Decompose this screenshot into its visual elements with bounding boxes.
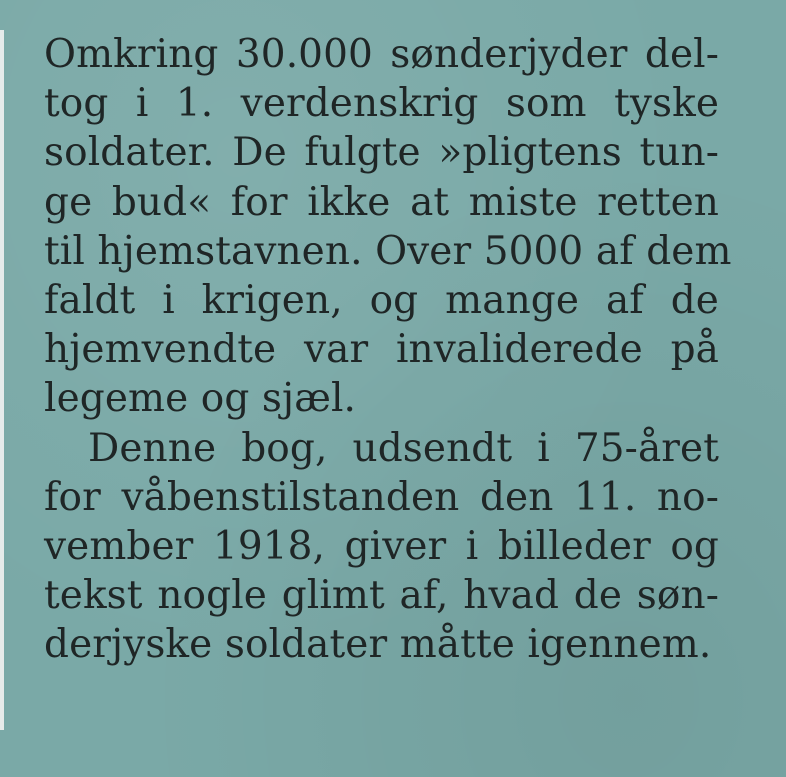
paragraph-2 — [44, 424, 719, 670]
text-line: Omkring 30.000 sønderjyder del- — [44, 32, 719, 77]
paragraph-1 — [44, 30, 732, 424]
text-line: vember 1918, giver i billeder og — [44, 524, 719, 570]
text-line: derjyske soldater måtte igennem. — [44, 622, 712, 668]
text-line: legeme og sjæl. — [44, 376, 357, 422]
text-line: til hjemstavnen. Over 5000 af dem — [44, 228, 732, 274]
cover-text — [44, 30, 732, 670]
text-line: for våbenstilstanden den 11. no- — [44, 474, 719, 520]
text-line: faldt i krigen, og mange af de — [44, 278, 719, 324]
text-line: tog i 1. verdenskrig som tyske — [44, 81, 719, 127]
text-line: Denne bog, udsendt i 75-året — [88, 425, 719, 471]
text-line: soldater. De fulgte »pligtens tun- — [44, 130, 719, 176]
page-edge — [0, 30, 4, 730]
text-line: tekst nogle glimt af, hvad de søn- — [44, 573, 719, 619]
text-line: hjemvendte var invaliderede på — [44, 327, 719, 373]
text-line: ge bud« for ikke at miste retten — [44, 179, 719, 225]
